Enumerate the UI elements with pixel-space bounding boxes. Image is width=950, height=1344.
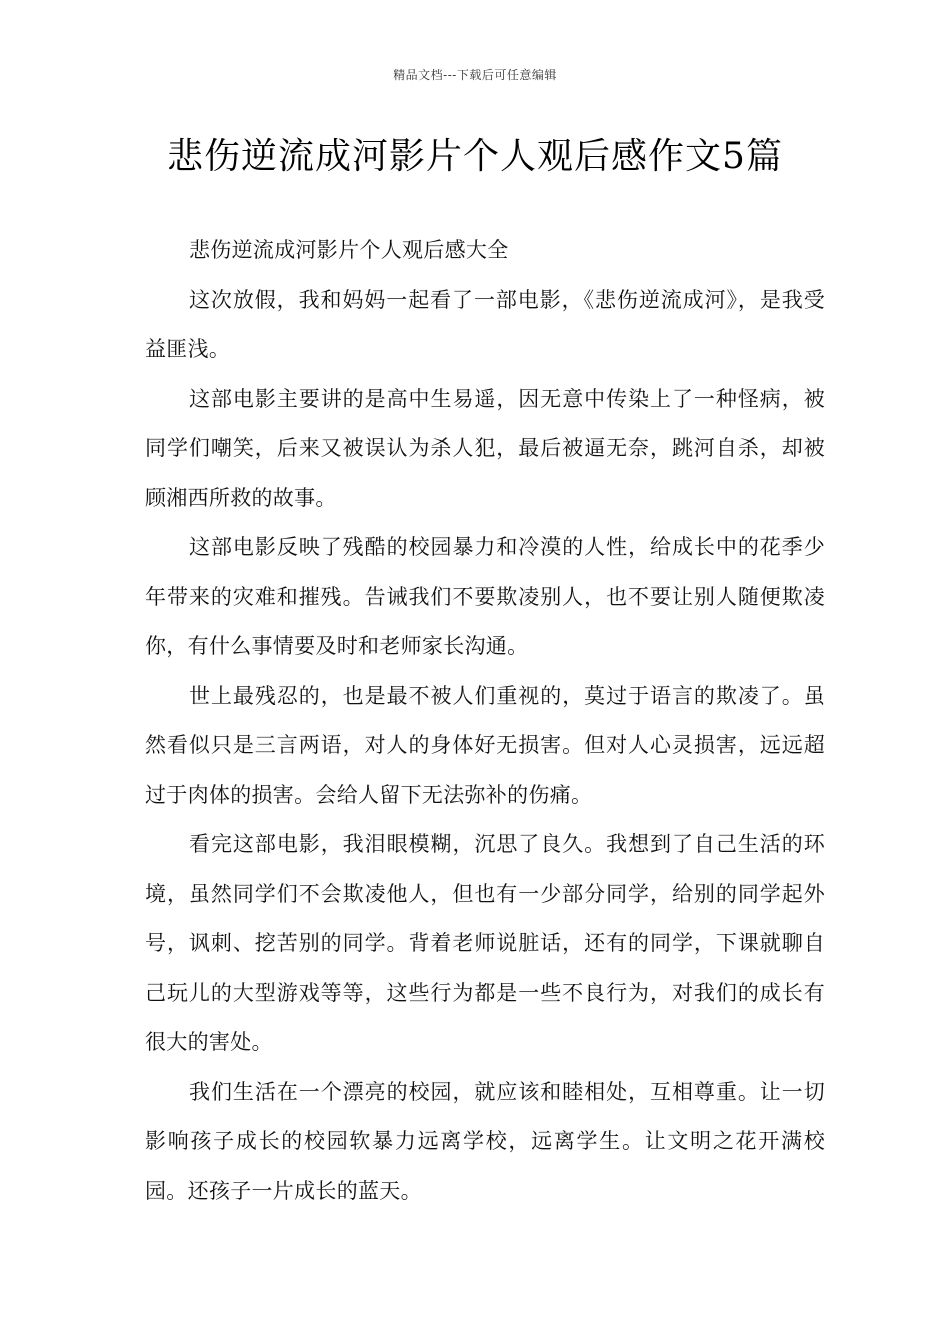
paragraph-subtitle: 悲伤逆流成河影片个人观后感大全 — [189, 238, 509, 262]
paragraph: 看完这部电影，我泪眼模糊，沉思了良久。我想到了自己生活的环境，虽然同学们不会欺凌他人，但也有一少部分同学，给别的同学起外号，讽刺、挖苦别的同学。背着老师说脏话，还有的同学，下课就聊自己玩儿的大型游戏等等，这些行为都是一些不良行为，对我们的成长有很大的害处。 — [145, 832, 825, 1054]
paragraph: 我们生活在一个漂亮的校园，就应该和睦相处，互相尊重。让一切影响孩子成长的校园软暴力远离学校，远离学生。让文明之花开满校园。还孩子一片成长的蓝天。 — [145, 1079, 825, 1203]
paragraph: 世上最残忍的，也是最不被人们重视的，莫过于语言的欺凌了。虽然看似只是三言两语，对人的身体好无损害。但对人心灵损害，远远超过于肉体的损害。会给人留下无法弥补的伤痛。 — [145, 683, 825, 807]
paragraph: 这部电影反映了残酷的校园暴力和冷漠的人性，给成长中的花季少年带来的灾难和摧残。告诫我们不要欺凌别人，也不要让别人随便欺凌你，有什么事情要及时和老师家长沟通。 — [145, 535, 825, 658]
paragraph: 这部电影主要讲的是高中生易遥，因无意中传染上了一种怪病，被同学们嘲笑，后来又被误认为杀人犯，最后被逼无奈，跳河自杀，却被顾湘西所救的故事。 — [145, 386, 825, 510]
document-body — [145, 226, 825, 1216]
page-header-note: 精品文档---下载后可任意编辑 — [393, 68, 557, 82]
paragraph: 这次放假，我和妈妈一起看了一部电影，《悲伤逆流成河》，是我受益匪浅。 — [145, 287, 825, 361]
document-title: 悲伤逆流成河影片个人观后感作文5篇 — [167, 136, 783, 177]
